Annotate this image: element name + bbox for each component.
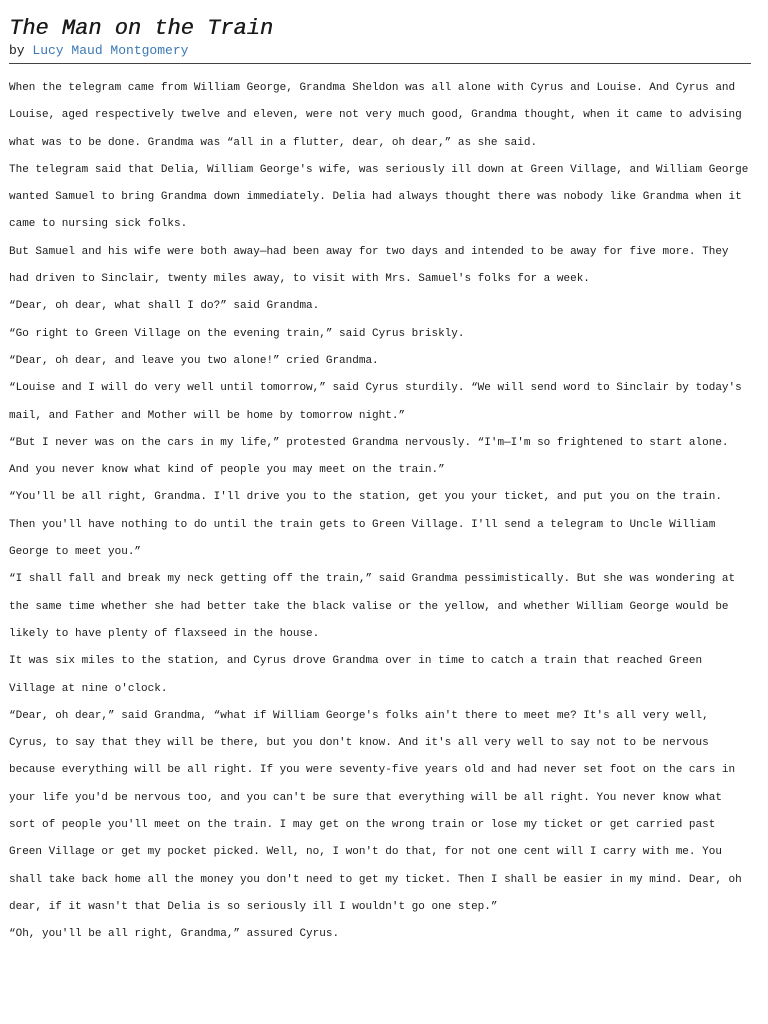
document-title: The Man on the Train xyxy=(9,16,274,41)
paragraph: “I shall fall and break my neck getting off the train,” said Grandma pessimistically. But she was wondering at the same time whether she had better take the black valise or the yellow, and whether William George would be likely to have plenty of flaxseed in the house. xyxy=(9,573,736,640)
paragraph: “You'll be all right, Grandma. I'll drive you to the station, get you your ticket, and put you on the train. Then you'll have nothing to do until the train gets to Green Village. I'll send a telegram to Uncle William George to meet you.” xyxy=(9,491,722,559)
paragraph: It was six miles to the station, and Cyrus drove Grandma over in time to catch a train that reached Green Village at nine o'clock. xyxy=(9,655,703,695)
paragraph: “Go right to Green Village on the evening train,” said Cyrus briskly. xyxy=(9,327,465,340)
paragraph: “But I never was on the cars in my life,” protested Grandma nervously. “I'm—I'm so frightened to start alone. And you never know what kind of people you may meet on the train.” xyxy=(9,436,729,477)
byline-prefix: by xyxy=(9,43,33,58)
paragraph: “Louise and I will do very well until tomorrow,” said Cyrus sturdily. “We will send word to Sinclair by today's mail, and Father and Mother will be home by tomorrow night.” xyxy=(9,382,742,422)
paragraph: “Dear, oh dear,” said Grandma, “what if William George's folks ain't there to meet me? It's all very well, Cyrus, to say that they will be there, but you don't know. And it's all very well to say not to be nervous because everything will be all right. If you were seventy-five years old and had never set foot on the cars in your life you'd be nervous too, and you can't be sure that everything will be all right. You never know what sort of people you'll meet on the train. I may get on the wrong train or lose my ticket or get carried past Green Village or get my pocket picked. Well, no, I won't do that, for not one cent will I carry with me. You shall take back home all the money you don't need to get my ticket. Then I shall be easier in my mind. Dear, oh dear, if it wasn't that Delia is so seriously ill I wouldn't go one step.” xyxy=(9,709,742,913)
paragraph: When the telegram came from William George, Grandma Sheldon was all alone with Cyrus and Louise. And Cyrus and Louise, aged respectively twelve and eleven, were not very much good, Grandma thought, when it came to advising what was to be done. Grandma was “all in a flutter, dear, oh dear,” as she said. xyxy=(9,82,742,149)
paragraph: But Samuel and his wife were both away—had been away for two days and intended to be away for five more. They had driven to Sinclair, twenty miles away, to visit with Mrs. Samuel's folks for a week. xyxy=(9,245,729,286)
paragraph: “Dear, oh dear, and leave you two alone!” cried Grandma. xyxy=(9,354,379,367)
story-body xyxy=(9,75,754,949)
author-link[interactable]: Lucy Maud Montgomery xyxy=(32,43,189,58)
document-header xyxy=(9,15,751,59)
header-divider xyxy=(9,63,751,64)
byline xyxy=(9,43,751,59)
paragraph: The telegram said that Delia, William George's wife, was seriously ill down at Green Village, and William George wanted Samuel to bring Grandma down immediately. Delia had always thought there was nobody like Grandma when it came to nursing sick folks. xyxy=(9,163,749,231)
paragraph: “Dear, oh dear, what shall I do?” said Grandma. xyxy=(9,300,320,313)
paragraph: “Oh, you'll be all right, Grandma,” assured Cyrus. xyxy=(9,928,340,941)
